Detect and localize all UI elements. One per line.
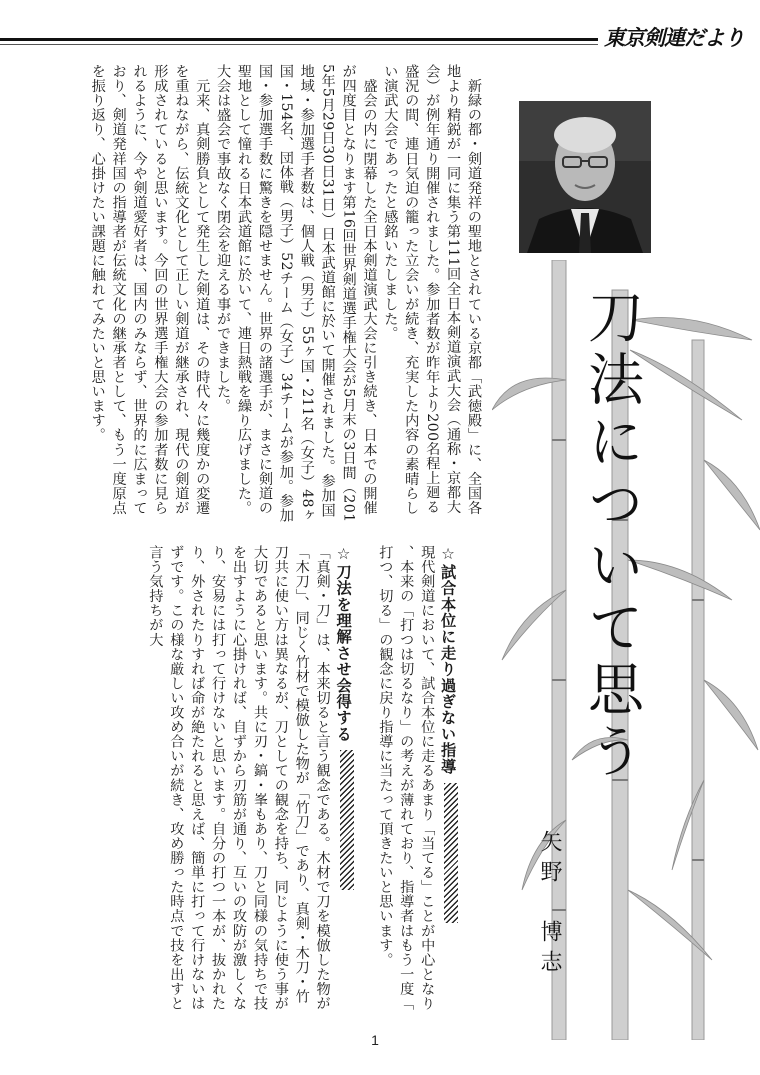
heading-hatch-decoration — [340, 750, 354, 890]
heading-hatch-decoration — [444, 783, 458, 923]
article-title: 刀法について思う — [579, 288, 644, 784]
header-rule — [0, 38, 598, 41]
intro-paragraph-1: 新緑の都・剣道発祥の聖地とされている京都「武徳殿」に、全国各地より精鋭が一同に集う第111回全日本剣道演武大会（通称・京都大会）が例年通り開催されました。参加者数が昨年より200名程上廻る盛況の間、連日気迫の籠った立会いが続き、充実した内容の素晴らしい演武大会であったと感銘いたしました。 — [382, 64, 482, 516]
masthead: 東京剣連だより — [604, 26, 744, 50]
section-heading-2: ☆刀法を理解させ会得する — [333, 545, 354, 1015]
author-portrait — [519, 101, 651, 253]
intro-body — [64, 64, 484, 526]
intro-paragraph-2: 盛会の内に閉幕した全日本剣道演武大会に引き続き、日本での開催が四度目となります第16回世界剣道選手権大会が5月末の3日間（2015年5月29日30日31日）日本武道館に於いて開催されました。参加国地域・参加選手者数は、個人戦（男子）55ヶ国・211名（女子）48ヶ国・154名、団体戦（男子）52チーム（女子）34チームが参加。参加国・参加選手数に驚きを隠せません。世界の諸選手が、まさに剣道の聖地として憧れる日本武道館に於いて、連日熱戦を繰り広げました。大会は盛会で事故なく閉会を迎える事ができました。 — [215, 64, 378, 523]
section-text-2: 「真剣・刀」は、本来切ると言う観念である。木材で刀を模倣した物が「木刀」、同じく竹材で模倣した物が「竹刀」であり、真剣・木刀・竹刀共に使い方は異なるが、刀としての観念を持ち、同じように使う事が大切であると思います。共に刃・鎬・峯もあり、刀と同様の気持ちで技を出すように心掛ければ、自ずから刃筋が通り、互いの攻防が激しくなり、安易には打って行けないと思います。自分の打つ一本が、抜かれたり、外されたりすれば命が絶たれると思えば、簡単に打って行けないはずです。この様な厳しい攻め合いが続き、攻め勝った時点で技を出すと言う気持ちが大 — [147, 545, 331, 1011]
author-name: 矢野 博志 — [537, 830, 562, 980]
header-rule-thin — [0, 44, 598, 45]
section-heading-1: ☆試合本位に走り過ぎない指導 — [437, 545, 458, 1015]
section-text-1: 現代剣道において、試合本位に走るあまり「当てる」ことが中心となり、本来の「打つは切るなり」の考えが薄れており、指導者はもう一度「打つ、切る」の観念に戻り指導に当たって頂きたいと思います。 — [377, 545, 436, 1011]
sections-body — [64, 545, 479, 1015]
intro-paragraph-3: 元来、真剣勝負として発生した剣道は、その時代々に幾度かの変遷を重ねながら、伝統文化として正しい剣道が継承され、現代の剣道が形成されていると思います。今回の世界選手権大会の参加者数に見られるように、今や剣道愛好者は、国内のみならず、世界的に広まっており、剣道発祥国の指導者が伝統文化の継承者として、もう一度原点を振り返り、心掛けたい課題に触れてみたいと思います。 — [89, 64, 211, 516]
page-number: 1 — [371, 1032, 379, 1048]
